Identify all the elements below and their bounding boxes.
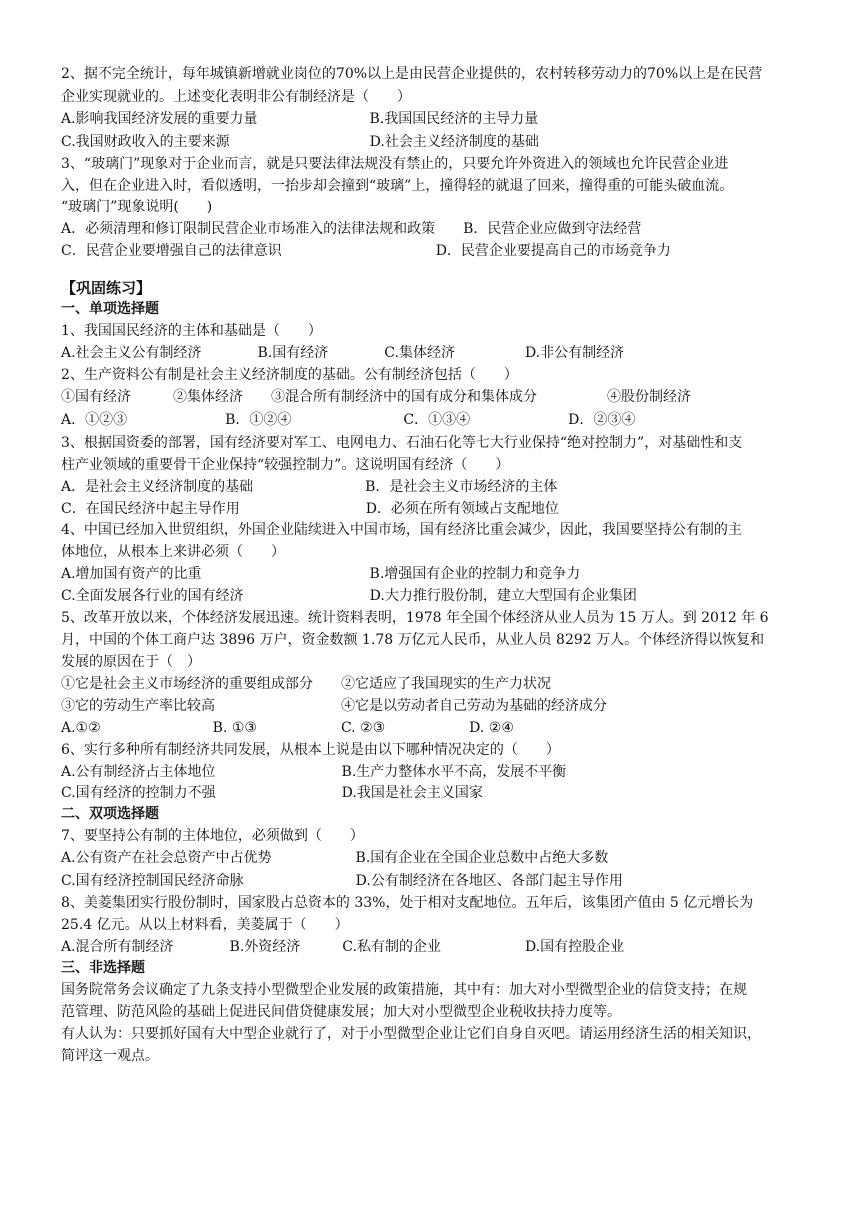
sq6-options-ab: A.公有制经济占主体地位 B.生产力整体水平不高，发展不平衡 — [61, 764, 567, 780]
q3-stem-line2: 入，但在企业进入时，看似透明，一抬步却会撞到“玻璃”上，撞得轻的就退了回来，撞得重的可能头破血流。 — [61, 178, 734, 194]
sq6-stem: 6、实行多种所有制经济共同发展，从根本上说是由以下哪种情况决定的（ ） — [61, 742, 560, 758]
sq4-options-cd: C.全面发展各行业的国有经济 D.大力推行股份制，建立大型国有企业集团 — [61, 588, 637, 604]
q3-stem-line1: 3、“玻璃门”现象对于企业而言，就是只要法律法规没有禁止的，只要允许外资进入的领域也允许民营企业进 — [61, 156, 729, 172]
q3-options-cd: C．民营企业要增强自己的法律意识 D．民营企业要提高自己的市场竞争力 — [61, 243, 671, 259]
q3-options-ab: A．必须清理和修订限制民营企业市场准入的法律法规和政策 B．民营企业应做到守法经营 — [61, 221, 642, 237]
sq4-stem-line1: 4、中国已经加入世贸组织，外国企业陆续进入中国市场，国有经济比重会减少，因此，我国要坚持公有制的主 — [61, 522, 742, 538]
sq5-items-34: ③它的劳动生产率比较高 ④它是以劳动者自己劳动为基础的经济成分 — [61, 698, 607, 714]
q2-options-cd: C.我国财政收入的主要来源 D.社会主义经济制度的基础 — [61, 134, 539, 150]
section-title-practice: 【巩固练习】 — [61, 279, 152, 297]
section-double-choice: 二、双项选择题 — [61, 806, 159, 822]
sq5-options: A.①② B. ①③ C. ②③ D. ②④ — [61, 720, 514, 736]
sq4-stem-line2: 体地位，从根本上来讲必须（ ） — [61, 544, 285, 560]
sq3-stem-line2: 柱产业领域的重要骨干企业保持“较强控制力”。这说明国有经济（ ） — [61, 457, 510, 473]
q3-stem-line3: “玻璃门”现象说明( ) — [61, 199, 213, 215]
sq1-options: A.社会主义公有制经济 B.国有经济 C.集体经济 D.非公有制经济 — [61, 345, 625, 361]
sq5-stem-line2: 月，中国的个体工商户达 3896 万户，资金数额 1.78 万亿元人民币，从业人员 8292 万人。个体经济得以恢复和 — [61, 632, 765, 648]
sq2-options: A．①②③ B．①②④ C．①③④ D．②③④ — [61, 412, 636, 428]
sq5-items-12: ①它是社会主义市场经济的重要组成部分 ②它适应了我国现实的生产力状况 — [61, 676, 551, 692]
dq7-options-ab: A.公有资产在社会总资产中占优势 B.国有企业在全国企业总数中占绝大多数 — [61, 850, 609, 866]
sq4-options-ab: A.增加国有资产的比重 B.增强国有企业的控制力和竞争力 — [61, 566, 581, 582]
dq8-options: A.混合所有制经济 B.外资经济 C.私有制的企业 D.国有控股企业 — [61, 939, 625, 955]
dq8-stem-line1: 8、美菱集团实行股份制时，国家股占总资本的 33%，处于相对支配地位。五年后，该集团产值由 5 亿元增长为 — [61, 895, 754, 911]
dq8-stem-line2: 25.4 亿元。从以上材料看，美菱属于（ ） — [61, 917, 349, 933]
section-non-choice: 三、非选择题 — [61, 960, 145, 976]
dq7-options-cd: C.国有经济控制国民经济命脉 D.公有制经济在各地区、各部门起主导作用 — [61, 873, 623, 889]
sq2-stem: 2、生产资料公有制是社会主义经济制度的基础。公有制经济包括（ ） — [61, 367, 518, 383]
sq6-options-cd: C.国有经济的控制力不强 D.我国是社会主义国家 — [61, 785, 483, 801]
section-single-choice: 一、单项选择题 — [61, 301, 159, 317]
sq3-options-cd: C．在国民经济中起主导作用 D．必须在所有领域占支配地位 — [61, 501, 559, 517]
essay-question-line1: 有人认为：只要抓好国有大中型企业就行了，对于小型微型企业让它们自身自灭吧。请运用经济生活的相关知识， — [61, 1026, 761, 1042]
sq3-stem-line1: 3、根据国资委的部署，国有经济要对军工、电网电力、石油石化等七大行业保持“绝对控制力”，对基础性和支 — [61, 435, 743, 451]
sq2-items: ①国有经济 ②集体经济 ③混合所有制经济中的国有成分和集体成分 ④股份制经济 — [61, 389, 691, 405]
sq3-options-ab: A．是社会主义经济制度的基础 B．是社会主义市场经济的主体 — [61, 479, 558, 495]
essay-material-line2: 范管理、防范风险的基础上促进民间借贷健康发展；加大对小型微型企业税收扶持力度等。 — [61, 1004, 621, 1020]
sq5-stem-line3: 发展的原因在于（ ） — [61, 654, 201, 670]
q2-stem-line2: 企业实现就业的。上述变化表明非公有制经济是（ ） — [61, 89, 411, 105]
sq5-stem-line1: 5、改革开放以来，个体经济发展迅速。统计资料表明，1978 年全国个体经济从业人员为 15 万人。到 2012 年 6 — [61, 610, 769, 626]
q2-stem-line1: 2、据不完全统计，每年城镇新增就业岗位的70%以上是由民营企业提供的，农村转移劳动力的70%以上是在民营 — [61, 66, 763, 82]
essay-question-line2: 简评这一观点。 — [61, 1048, 159, 1064]
sq1-stem: 1、我国国民经济的主体和基础是（ ） — [61, 323, 322, 339]
essay-material-line1: 国务院常务会议确定了九条支持小型微型企业发展的政策措施，其中有：加大对小型微型企业的信贷支持；在规 — [61, 982, 747, 998]
q2-options-ab: A.影响我国经济发展的重要力量 B.我国国民经济的主导力量 — [61, 111, 539, 127]
dq7-stem: 7、要坚持公有制的主体地位，必须做到（ ） — [61, 828, 364, 844]
